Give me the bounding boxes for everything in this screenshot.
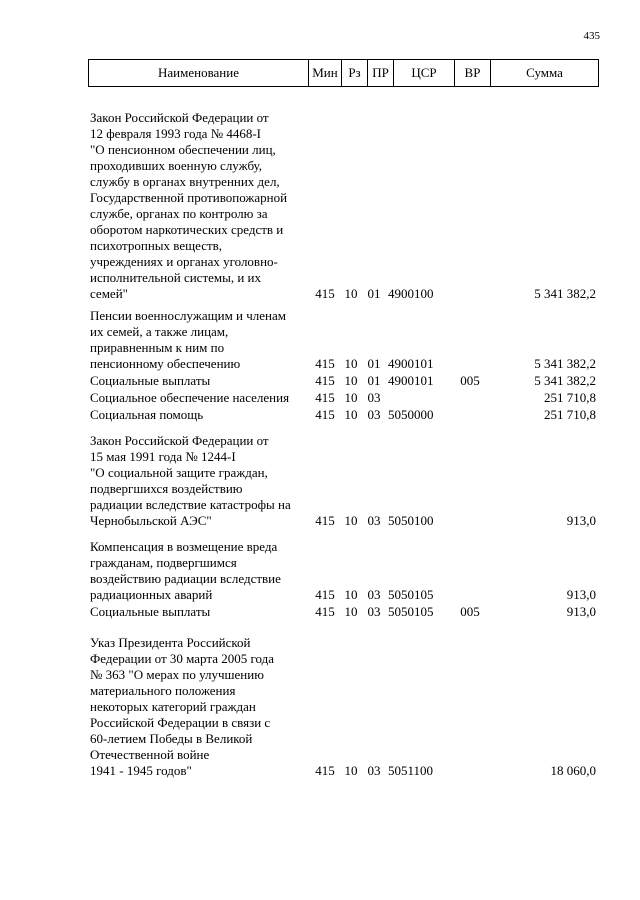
table-row — [90, 373, 600, 389]
row-min: 415 — [315, 356, 335, 371]
row-csr: 4900100 — [388, 286, 434, 301]
header-vr: ВР — [455, 60, 491, 86]
row-name: Социальные выплаты — [90, 373, 211, 388]
row-sum: 251 710,8 — [544, 390, 596, 405]
row-min: 415 — [315, 407, 335, 422]
row-sum: 18 060,0 — [550, 763, 596, 778]
table-row — [90, 390, 600, 406]
row-min: 415 — [315, 390, 335, 405]
row-csr: 5050105 — [388, 587, 434, 602]
row-sum: 913,0 — [566, 587, 596, 602]
row-name: Указ Президента Российской Федерации от 30 марта 2005 года № 363 "О мерах по улучшению материального положения некоторых категорий граждан Российской Федерации в связи с 60-летием Победы в Великой Отечественной войне 1941 - 1945 годов" — [90, 635, 275, 778]
row-sum: 5 341 382,2 — [534, 286, 596, 301]
row-min: 415 — [315, 286, 335, 301]
row-name: Социальные выплаты — [90, 604, 211, 619]
row-csr: 5050100 — [388, 513, 434, 528]
row-pr: 03 — [367, 407, 381, 422]
row-sum: 251 710,8 — [544, 407, 596, 422]
row-rz: 10 — [344, 587, 358, 602]
row-sum: 5 341 382,2 — [534, 373, 596, 388]
row-pr: 03 — [367, 587, 381, 602]
row-csr: 4900101 — [388, 356, 434, 371]
header-csr: ЦСР — [394, 60, 455, 86]
page-number: 435 — [583, 30, 600, 42]
table-row — [90, 407, 600, 423]
row-pr: 01 — [367, 356, 381, 371]
row-name: Закон Российской Федерации от 12 февраля 1993 года № 4468-I "О пенсионном обеспечении лиц, проходивших военную службу, службу в органах внутренних дел, Государственной противопожарной службе, органах по контролю за оборотом наркотических средств и психотропных веществ, учреждениях и органах уголовно- исполнительной системы, и их семей" — [90, 110, 288, 301]
row-csr: 5050105 — [388, 604, 434, 619]
row-pr: 01 — [367, 373, 381, 388]
row-min: 415 — [315, 604, 335, 619]
table-row — [90, 433, 600, 529]
row-rz: 10 — [344, 604, 358, 619]
header-sum: Сумма — [526, 65, 563, 80]
row-pr: 01 — [367, 286, 381, 301]
row-sum: 913,0 — [566, 513, 596, 528]
row-vr: 005 — [460, 373, 480, 388]
table-row — [90, 308, 600, 372]
row-vr: 005 — [460, 604, 480, 619]
row-min: 415 — [315, 373, 335, 388]
row-name: Компенсация в возмещение вреда гражданам, подвергшимся воздействию радиации вследствие радиационных аварий — [90, 539, 281, 602]
row-rz: 10 — [344, 356, 358, 371]
row-name: Пенсии военнослужащим и членам их семей, а также лицам, приравненным к ним по пенсионному обеспечению — [90, 308, 287, 371]
row-csr: 5050000 — [388, 407, 434, 422]
table-row — [90, 635, 600, 779]
table-row — [90, 539, 600, 603]
table-row — [90, 110, 600, 302]
header-name: Наименование — [89, 60, 309, 86]
header-min: Мин — [309, 60, 342, 86]
row-name: Социальное обеспечение населения — [90, 390, 290, 405]
header-rz: Рз — [342, 60, 368, 86]
row-rz: 10 — [344, 286, 358, 301]
row-rz: 10 — [344, 763, 358, 778]
row-pr: 03 — [367, 763, 381, 778]
row-rz: 10 — [344, 373, 358, 388]
row-pr: 03 — [367, 604, 381, 619]
row-name: Социальная помощь — [90, 407, 204, 422]
row-pr: 03 — [367, 390, 381, 405]
row-rz: 10 — [344, 407, 358, 422]
table-header — [88, 59, 599, 87]
row-sum: 913,0 — [566, 604, 596, 619]
table-row — [90, 604, 600, 620]
row-pr: 03 — [367, 513, 381, 528]
row-min: 415 — [315, 587, 335, 602]
row-min: 415 — [315, 763, 335, 778]
row-csr: 5051100 — [388, 763, 434, 778]
row-name: Закон Российской Федерации от 15 мая 1991 года № 1244-I "О социальной защите граждан, подвергшихся воздействию радиации вследствие катастрофы на Чернобыльской АЭС" — [90, 433, 291, 528]
row-sum: 5 341 382,2 — [534, 356, 596, 371]
header-pr: ПР — [368, 60, 394, 86]
row-rz: 10 — [344, 390, 358, 405]
row-csr: 4900101 — [388, 373, 434, 388]
row-rz: 10 — [344, 513, 358, 528]
row-min: 415 — [315, 513, 335, 528]
table-body — [90, 95, 600, 779]
